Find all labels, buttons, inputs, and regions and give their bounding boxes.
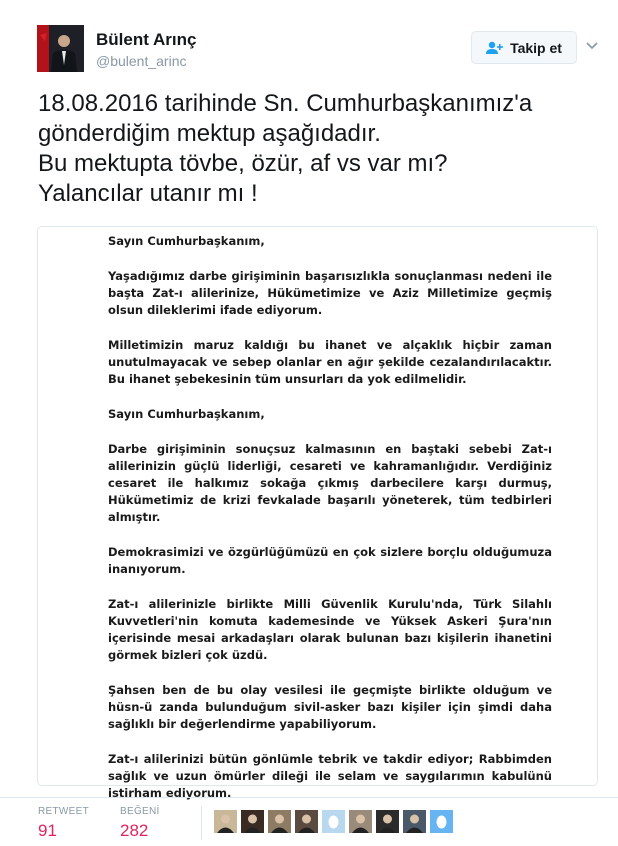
tweet-stats bbox=[0, 797, 618, 846]
user-photo-icon bbox=[403, 810, 426, 833]
egg-avatar-icon bbox=[430, 810, 453, 833]
tweet-line: Bu mektupta tövbe, özür, af vs var mı? bbox=[38, 150, 448, 177]
like-stat[interactable] bbox=[120, 806, 160, 841]
retweet-stat[interactable] bbox=[38, 806, 89, 841]
chevron-down-icon[interactable] bbox=[584, 38, 600, 54]
like-label: BEĞENİ bbox=[120, 806, 160, 817]
follow-button-label: Takip et bbox=[510, 39, 562, 56]
liker-avatar[interactable] bbox=[295, 810, 318, 833]
letter-salutation: Sayın Cumhurbaşkanım, bbox=[108, 407, 265, 421]
letter-paragraph: Demokrasimizi ve özgürlüğümüzü en çok sizlere borçlu olduğumuza inanıyorum. bbox=[108, 545, 552, 576]
follow-button[interactable] bbox=[471, 31, 577, 64]
liker-avatars bbox=[214, 810, 453, 833]
letter-paragraph: Milletimizin maruz kaldığı bu ihanet ve alçaklık hiçbir zaman unutulmayacak ve sebep olanlar en ağır şekilde cezalandırılacaktır. Bu ihanet şebekesinin tüm unsurları da yok edilmelidir. bbox=[108, 338, 552, 386]
author-avatar[interactable] bbox=[37, 25, 84, 72]
letter-body bbox=[108, 233, 552, 820]
user-photo-icon bbox=[295, 810, 318, 833]
letter-image[interactable] bbox=[37, 226, 598, 800]
liker-avatar[interactable] bbox=[214, 810, 237, 833]
like-count: 282 bbox=[120, 821, 149, 840]
add-user-icon bbox=[486, 41, 504, 55]
liker-avatar[interactable] bbox=[430, 810, 453, 833]
tweet-line: Yalancılar utanır mı ! bbox=[38, 180, 258, 207]
liker-avatar[interactable] bbox=[241, 810, 264, 833]
letter-paragraph: Şahsen ben de bu olay vesilesi ile geçmişte birlikte olduğum ve hüsn-ü zanda bulunduğum sivil-asker bazı kişiler için şimdi daha sağlıklı bir değerlendirme yapabiliyorum. bbox=[108, 683, 552, 731]
stats-divider bbox=[201, 806, 202, 840]
liker-avatar[interactable] bbox=[349, 810, 372, 833]
author-handle[interactable]: @bulent_arinc bbox=[96, 53, 187, 69]
liker-avatar[interactable] bbox=[403, 810, 426, 833]
egg-avatar-icon bbox=[322, 810, 345, 833]
letter-paragraph: Darbe girişiminin sonuçsuz kalmasının en baştaki sebebi Zat-ı alilerinizin güçlü liderliği, cesareti ve kahramanlığıdır. Verdiğiniz cesaret ile halkımız sokağa çıkmış darbecilere karşı durmuş, Hükümetimiz de krizi fevkalade başarılı yöneterek, tüm tedbirleri almıştır. bbox=[108, 442, 552, 524]
author-name[interactable]: Bülent Arınç bbox=[96, 30, 197, 49]
tweet-text bbox=[38, 89, 608, 209]
retweet-label: RETWEET bbox=[38, 806, 89, 817]
tweet-header bbox=[0, 0, 618, 80]
retweet-count: 91 bbox=[38, 821, 57, 840]
letter-paragraph: Yaşadığımız darbe girişiminin başarısızlıkla sonuçlanması nedeni ile başta Zat-ı alilerinize, Hükümetimize ve Aziz Milletimize geçmiş olsun dileklerimi ifade ediyorum. bbox=[108, 269, 552, 317]
letter-salutation: Sayın Cumhurbaşkanım, bbox=[108, 234, 265, 248]
liker-avatar[interactable] bbox=[268, 810, 291, 833]
letter-paragraph: Zat-ı alilerinizle birlikte Milli Güvenlik Kurulu'nda, Türk Silahlı Kuvvetleri'nin komuta kademesinde ve Yüksek Askeri Şura'nın içerisinde mesai arkadaşları olarak bulunan bazı kişilerin ihanetini görmek bizleri çok üzdü. bbox=[108, 597, 552, 662]
user-photo-icon bbox=[349, 810, 372, 833]
user-photo-icon bbox=[214, 810, 237, 833]
author-photo-icon bbox=[37, 25, 84, 72]
user-photo-icon bbox=[376, 810, 399, 833]
user-photo-icon bbox=[268, 810, 291, 833]
letter-paragraph: Zat-ı alilerinizi bütün gönlümle tebrik ve takdir ediyor; Rabbimden sağlık ve uzun ömürler dileği ile selam ve saygılarımın kabulünü istirham ediyorum. bbox=[108, 752, 552, 800]
tweet-line: gönderdiğim mektup aşağıdadır. bbox=[38, 120, 381, 147]
liker-avatar[interactable] bbox=[376, 810, 399, 833]
liker-avatar[interactable] bbox=[322, 810, 345, 833]
tweet-line: 18.08.2016 tarihinde Sn. Cumhurbaşkanımız'a bbox=[38, 90, 533, 117]
user-photo-icon bbox=[241, 810, 264, 833]
